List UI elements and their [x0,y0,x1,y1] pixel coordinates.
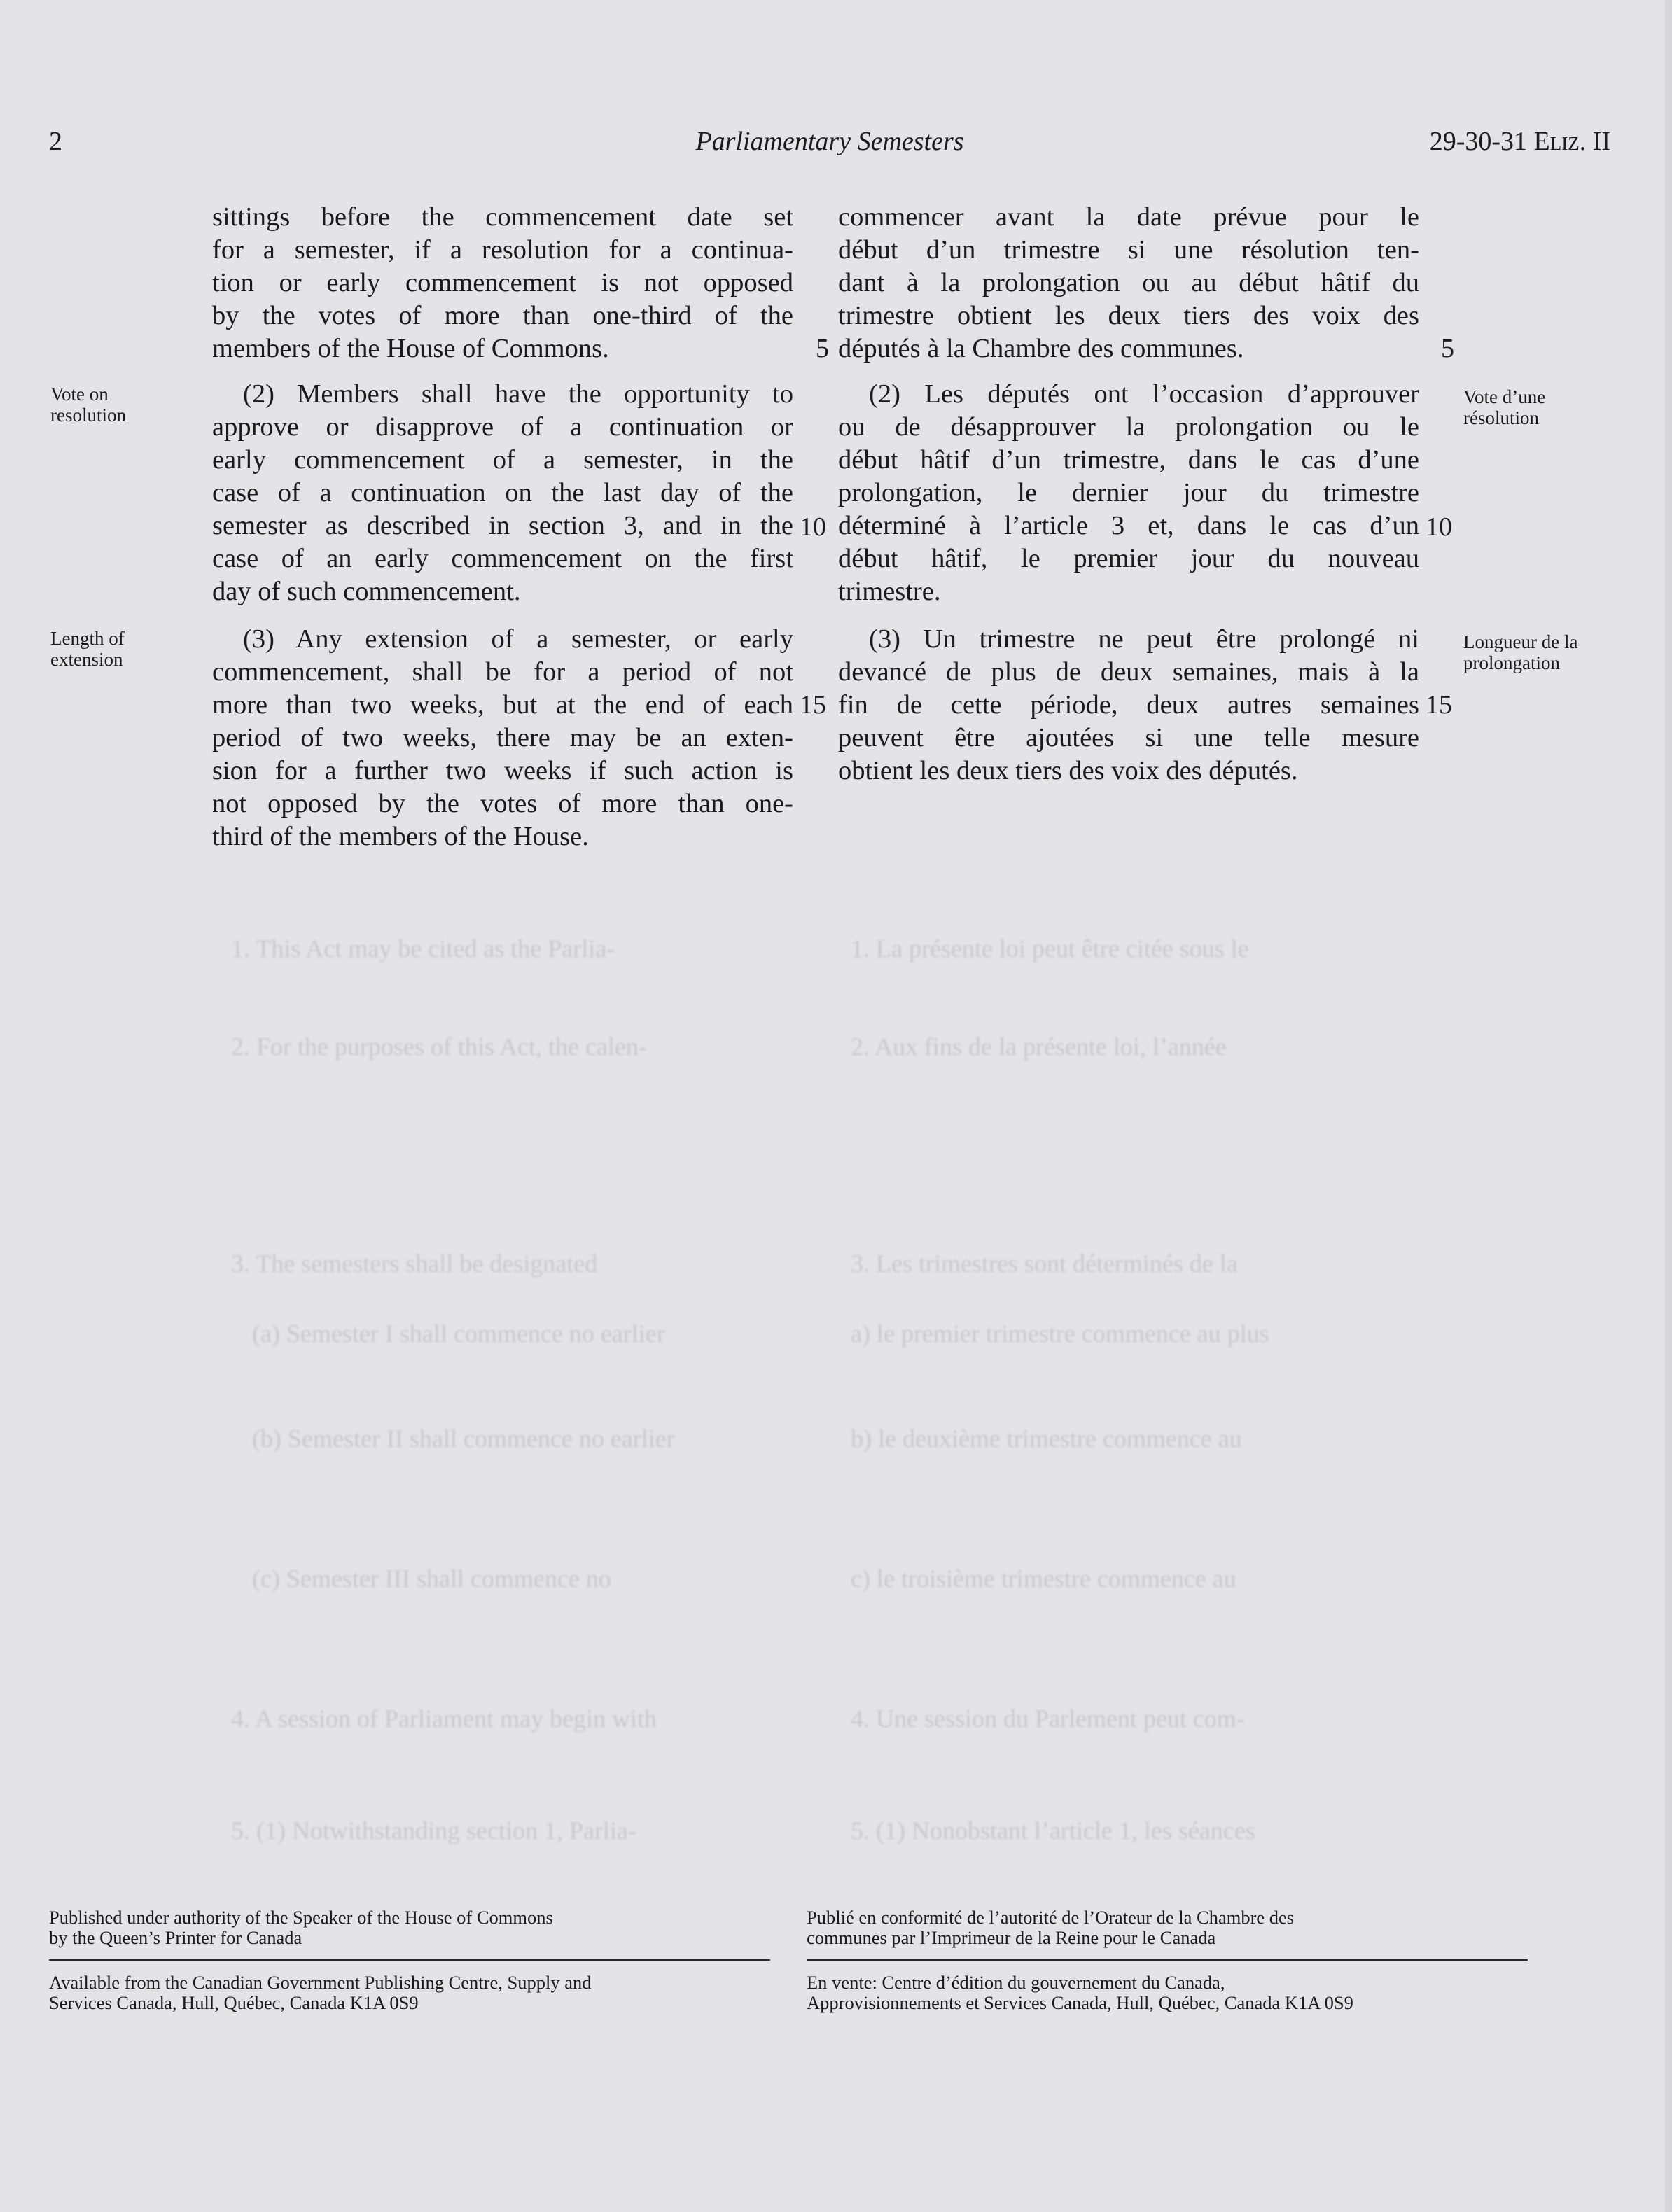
french-subsection-2 [838,378,1419,608]
line-number-10-en: 10 [800,512,826,542]
text-line: trimestre. [838,577,941,606]
text-line: case of a continuation on the last day of the [212,478,793,507]
text-line: for a semester, if a resolution for a continua- [212,235,793,265]
text-line: case of an early commencement on the first [212,544,793,573]
english-paragraph-1 [212,201,793,365]
text-line: peuvent être ajoutées si une telle mesure [838,723,1419,752]
margin-note-vote-on-resolution [50,384,126,426]
text-line: obtient les deux tiers des voix des députés. [838,756,1298,785]
page-number: 2 [49,127,62,156]
margin-note-line: prolongation [1463,652,1560,673]
text-line: sittings before the commencement date set [212,202,793,232]
footer-line: Services Canada, Hull, Québec, Canada K1A 0S9 [49,1992,419,2013]
margin-note-line: Vote d’une [1463,386,1546,407]
line-number-15-fr: 15 [1426,690,1452,720]
regnal-reign: Eliz. II [1533,127,1610,156]
text-line: début d’un trimestre si une résolution ten- [838,235,1419,265]
footer-line: communes par l’Imprimeur de la Reine pour le Canada [807,1927,1216,1948]
text-line: approve or disapprove of a continuation or [212,412,793,442]
footer-line: Published under authority of the Speaker of the House of Commons [49,1907,553,1928]
line-number-10-fr: 10 [1426,512,1452,542]
footer-rule-fr [807,1959,1528,1961]
text-line: dant à la prolongation ou au début hâtif du [838,268,1419,298]
french-column [838,201,1419,365]
text-line: more than two weeks, but at the end of each [212,690,793,720]
footer-line: by the Queen’s Printer for Canada [49,1927,302,1948]
text-line: (2) Members shall have the opportunity to [243,379,793,409]
margin-note-length-of-extension [50,628,125,670]
text-line: (3) Any extension of a semester, or early [243,624,793,654]
text-line: (2) Les députés ont l’occasion d’approuver [869,379,1419,409]
text-line: commencer avant la date prévue pour le [838,202,1419,232]
text-line: sion for a further two weeks if such action is [212,756,793,785]
margin-note-line: Length of [50,628,125,649]
regnal-year [1430,126,1610,157]
footer-line: Approvisionnements et Services Canada, Hull, Québec, Canada K1A 0S9 [807,1992,1353,2013]
line-number-15-en: 15 [800,690,826,720]
text-line: day of such commencement. [212,577,521,606]
english-column [212,201,793,365]
running-title: Parliamentary Semesters [695,127,964,156]
footer-line: En vente: Centre d’édition du gouvernement du Canada, [807,1972,1225,1993]
text-line: début hâtif, le premier jour du nouveau [838,544,1419,573]
text-line: déterminé à l’article 3 et, dans le cas d’un [838,511,1419,540]
french-subsection-3 [838,623,1419,788]
text-line: early commencement of a semester, in the [212,445,793,475]
line-number-5-en: 5 [816,334,829,363]
text-line: not opposed by the votes of more than one- [212,789,793,818]
text-line: tion or early commencement is not opposed [212,268,793,298]
footer-en-availability [49,1973,591,2013]
text-line: commencement, shall be for a period of not [212,657,793,687]
margin-note-vote-dune-resolution [1463,386,1545,428]
text-line: semester as described in section 3, and in the [212,511,793,540]
page-edge [1665,0,1672,2212]
line-number-5-fr: 5 [1441,334,1454,363]
footer-fr-availability [807,1973,1353,2013]
text-line: trimestre obtient les deux tiers des voix des [838,301,1419,330]
english-subsection-3 [212,623,793,853]
text-line: devancé de plus de deux semaines, mais à la [838,657,1419,687]
text-line: députés à la Chambre des communes. [838,334,1244,363]
text-line: début hâtif d’un trimestre, dans le cas d’une [838,445,1419,475]
margin-note-longueur-prolongation [1463,631,1577,673]
text-line: ou de désapprouver la prolongation ou le [838,412,1419,442]
text-line: third of the members of the House. [212,822,589,851]
margin-note-line: extension [50,649,123,670]
text-line: prolongation, le dernier jour du trimestre [838,478,1419,507]
text-line: (3) Un trimestre ne peut être prolongé ni [869,624,1419,654]
footer-line: Publié en conformité de l’autorité de l’Orateur de la Chambre des [807,1907,1295,1928]
footer-line: Available from the Canadian Government Publishing Centre, Supply and [49,1972,592,1993]
margin-note-line: resolution [50,405,126,426]
text-line: period of two weeks, there may be an exten- [212,723,793,752]
footer-rule-en [49,1959,770,1961]
margin-note-line: résolution [1463,407,1539,428]
french-paragraph-1 [838,201,1419,365]
regnal-numbers: 29-30-31 [1429,127,1534,156]
text-line: members of the House of Commons. [212,334,609,363]
english-subsection-2 [212,378,793,608]
margin-note-line: Vote on [50,384,109,405]
text-line: by the votes of more than one-third of the [212,301,793,330]
footer-en-authority [49,1907,553,1948]
text-line: fin de cette période, deux autres semaines [838,690,1419,720]
running-header [49,126,1610,168]
footer-fr-authority [807,1907,1294,1948]
margin-note-line: Longueur de la [1463,631,1578,652]
